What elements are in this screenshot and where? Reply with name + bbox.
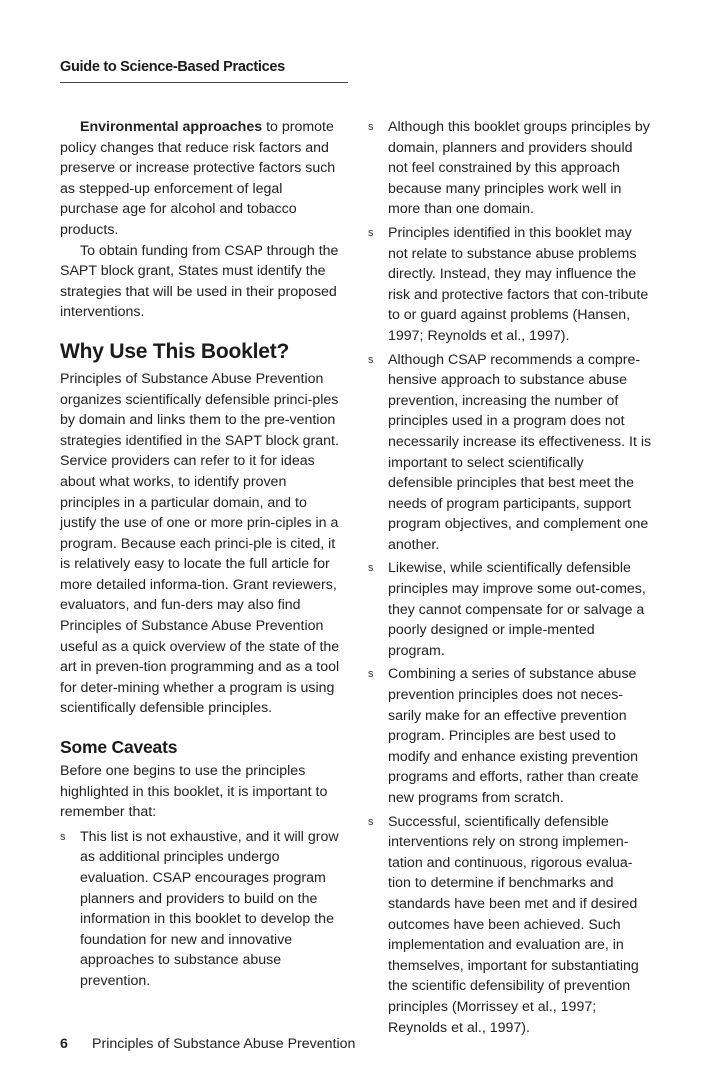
list-item [368,664,652,808]
caveats-intro: Before one begins to use the principles highlighted in this booklet, it is important to remember that: [60,763,328,821]
running-header: Guide to Science-Based Practices [60,59,285,75]
list-item [368,558,652,661]
bullet-icon: s [368,226,374,239]
page-footer [60,1036,355,1052]
footer-title: Principles of Substance Abuse Prevention [92,1036,356,1052]
left-column [60,117,342,992]
page-number: 6 [60,1036,68,1052]
bullet-icon: s [60,830,66,843]
bullet-icon: s [368,668,374,681]
list-item-text: Although this booklet groups principles by domain, planners and providers should not feel constrained by this approach because many principles work well in more than one domain. [388,119,650,218]
list-item [368,812,652,1039]
list-item-text: Although CSAP recommends a compre-hensive approach to substance abuse prevention, increasing the number of principles used in a program does not necessarily increase its effectiveness. It is important to select scientifically defensible principles that best meet the needs of program participants, support program objectives, and complement one another. [388,351,652,553]
list-item-text: This list is not exhaustive, and it will grow as additional principles undergo evaluation. CSAP encourages program planners and providers to build on the information in this booklet to develop the foundation for new and innovative approaches to substance abuse prevention. [80,828,339,989]
header-rule [60,82,348,83]
bullet-icon: s [368,121,374,133]
intro-paragraph [60,117,342,241]
list-item-text: Principles identified in this booklet may not relate to substance abuse problems directly. Instead, they may influence the risk and protective factors that con-tribute to or guard against problems (Hansen, 1997; Reynolds et al., 1997). [388,224,649,344]
list-item [368,117,652,220]
funding-paragraph: To obtain funding from CSAP through the SAPT block grant, States must identify the strategies that will be used in their proposed interventions. [60,242,339,321]
right-bullet-list [368,117,652,1038]
list-item-text: Successful, scientifically defensible interventions rely on strong implemen-tation and continuous, rigorous evalua-tion to determine if benchmarks and standards have been met and if desired outcomes have been achieved. Such implementation and evaluation are, in themselves, important for substantiating the scientific defensibility of prevention principles (Morrissey et al., 1997; Reynolds et al., 1997). [388,813,639,1036]
left-bullet-list [60,827,342,992]
why-paragraph: Principles of Substance Abuse Prevention organizes scientifically defensible princi-ples by domain and links them to the pre-vention strategies identified in the SAPT block grant. Service providers can refer to it for ideas about what works, to identify proven principles in a particular domain, and to justify the use of one or more prin-ciples in a program. Because each princi-ple is cited, it is relatively easy to locate the full article for more detailed informa-tion. Grant reviewers, evaluators, and fun-ders may also find Principles of Substance Abuse Prevention useful as a quick overview of the state of the art in preven-tion programming and as a tool for deter-mining whether a program is using scientifically defensible principles. [60,370,340,717]
list-item-text: Likewise, while scientifically defensible principles may improve some out-comes, they cannot compensate for or salvage a poorly designed or imple-mented program. [388,560,646,659]
intro-rest: to promote policy changes that reduce risk factors and preserve or increase protective factors such as stepped-up enforcement of legal purchase age for alcohol and tobacco products. [60,119,336,238]
list-item-text: Combining a series of substance abuse prevention principles does not neces-sarily make for an effective prevention program. Principles are best used to modify and enhance existing prevention programs and efforts, rather than create new programs from scratch. [388,666,639,806]
list-item [60,827,342,992]
list-item [368,223,652,347]
intro-lead: Environmental approaches [80,119,263,135]
list-item [368,350,652,556]
bullet-icon: s [368,815,374,828]
bullet-icon: s [368,562,374,575]
why-heading: Why Use This Booklet? [60,339,290,363]
caveats-heading: Some Caveats [60,737,178,758]
bullet-icon: s [368,353,374,366]
right-column [368,117,652,1041]
